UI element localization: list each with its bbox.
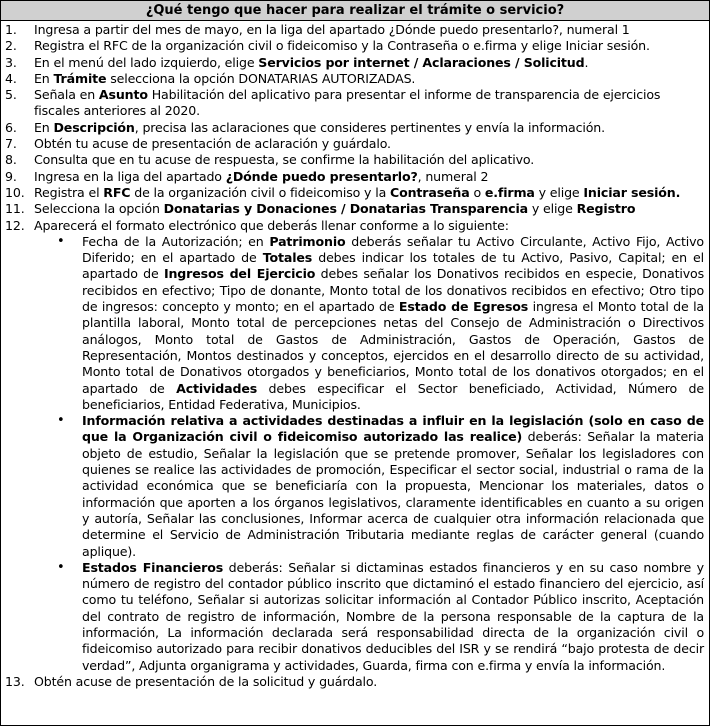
step-number: 5. bbox=[5, 87, 17, 103]
text-run: Obtén tu acuse de presentación de aclaración y guárdalo. bbox=[34, 136, 391, 152]
step-item bbox=[5, 38, 704, 54]
text-run: Señala en bbox=[34, 87, 99, 103]
bold-text: Estado de Egresos bbox=[398, 299, 529, 315]
step-number: 13. bbox=[5, 673, 25, 689]
step-item bbox=[5, 674, 704, 690]
text-run: Obtén acuse de presentación de la solicitud y guárdalo. bbox=[34, 673, 378, 689]
step-number: 8. bbox=[5, 152, 17, 168]
text-run: Registra el bbox=[34, 184, 104, 200]
bullet-dot-icon: • bbox=[57, 413, 65, 429]
step-number: 11. bbox=[5, 201, 25, 217]
bold-text: Donatarias y Donaciones / Donatarias Transparencia bbox=[163, 201, 528, 217]
step-item bbox=[5, 136, 704, 152]
page-title: ¿Qué tengo que hacer para realizar el trámite o servicio? bbox=[145, 3, 565, 18]
step-number: 10. bbox=[5, 184, 25, 200]
bullet-item bbox=[55, 413, 704, 560]
text-run: debes indicar los totales de tu Activo, Pasivo, Capital; en el apartado de bbox=[82, 250, 705, 282]
text-run: Selecciona la opción bbox=[34, 201, 164, 217]
bold-text: Iniciar sesión. bbox=[583, 184, 681, 200]
bullet-dot-icon: • bbox=[57, 233, 65, 249]
bold-text: Descripción bbox=[53, 119, 135, 135]
text-run: Consulta que en tu acuse de respuesta, se confirme la habilitación del aplicativo. bbox=[34, 152, 535, 168]
text-run: , numeral 2 bbox=[417, 168, 489, 184]
text-run: En el menú del lado izquierdo, elige bbox=[34, 54, 259, 70]
text-run: selecciona la opción DONATARIAS AUTORIZADAS. bbox=[106, 70, 416, 86]
text-run: En bbox=[34, 70, 54, 86]
step-item bbox=[5, 201, 704, 217]
bold-text: Estados Financieros bbox=[82, 559, 224, 575]
text-run: debes señalar los Donativos recibidos en especie, Donativos recibidos en efectivo; Tipo de donante, Monto total de los donativos recibidos en efectivo; Otro tipo de ingresos: concepto y monto; en el apartado de bbox=[82, 266, 704, 315]
bold-text: Servicios por internet / Aclaraciones / Solicitud bbox=[258, 54, 585, 70]
step-item bbox=[5, 71, 704, 87]
step-item bbox=[5, 55, 704, 71]
bold-text: RFC bbox=[103, 184, 131, 200]
step-number: 6. bbox=[5, 119, 17, 135]
step-text bbox=[34, 201, 635, 216]
text-run: debes especificar el Sector beneficiado, Actividad, Número de beneficiarios, Entidad Federativa, Municipios. bbox=[82, 380, 704, 412]
bullet-item bbox=[55, 560, 704, 674]
text-run: Aparecerá el formato electrónico que deberás llenar conforme a lo siguiente: bbox=[34, 217, 509, 233]
step-text bbox=[34, 87, 660, 118]
bold-text: Información relativa a actividades destinadas a influir en la legislación (solo en caso de que la Organización civil o fideicomiso autorizado las realice) bbox=[82, 413, 704, 445]
bullet-list bbox=[34, 234, 704, 674]
bold-text: Patrimonio bbox=[269, 233, 346, 249]
step-text bbox=[34, 136, 391, 151]
step-item bbox=[5, 218, 704, 674]
text-run: deberás señalar tu Activo Circulante, Activo Fijo, Activo Diferido; en el apartado de bbox=[82, 233, 704, 266]
step-text bbox=[34, 218, 509, 233]
bullet-item bbox=[55, 234, 704, 413]
bold-text: Registro bbox=[576, 201, 636, 217]
text-run: Registra el RFC de la organización civil o fideicomiso y la Contraseña o e.firma y elige Iniciar sesión. bbox=[34, 38, 650, 54]
step-number: 1. bbox=[5, 22, 17, 37]
step-text bbox=[34, 674, 377, 689]
text-run: deberás: Señalar la materia objeto de estudio, Señalar la legislación que se pretende promover, Señalar los legisladores con quienes se realice las actividades de promoción, Especificar el sector social, industrial o rama de la actividad económica que se beneficiaría con la propuesta, Mencionar los materiales, datos o información que aporten a los órganos legislativos, claramente identificables en cuanto a su origen y autoría, Señalar las conclusiones, Informar acerca de cualquier otra información relacionada que determine el Servicio de Administración Tributaria mediante reglas de carácter general (cuando aplique). bbox=[82, 429, 704, 559]
step-item bbox=[5, 185, 704, 201]
step-number: 2. bbox=[5, 38, 17, 54]
step-text bbox=[34, 185, 680, 200]
text-run: Fecha de la Autorización; en bbox=[82, 233, 270, 249]
step-item bbox=[5, 152, 704, 168]
bold-text: Asunto bbox=[98, 87, 148, 103]
text-run: . bbox=[584, 54, 589, 70]
step-text bbox=[34, 120, 605, 135]
bold-text: Trámite bbox=[53, 70, 107, 86]
step-text bbox=[34, 38, 650, 53]
text-run: y elige bbox=[534, 184, 584, 200]
text-run: En bbox=[34, 119, 54, 135]
text-run: Ingresa en la liga del apartado bbox=[34, 168, 226, 184]
step-number: 7. bbox=[5, 136, 17, 152]
text-run: ingresa el Monto total de la plantilla laboral, Monto total de percepciones netas del Consejo de Administración o Directivos análogos, Monto total de Gastos de Administración, Gastos de Operación, Gastos de Representación, Montos destinados y conceptos, ejercidos en el desarrollo directo de su actividad, Monto total de Donativos otorgados y beneficiarios, Monto total de los donativos otorgados; en el apartado de bbox=[82, 299, 704, 396]
step-number: 9. bbox=[5, 168, 17, 184]
step-text bbox=[34, 22, 630, 37]
bold-text: e.firma bbox=[484, 184, 535, 200]
text-run: , precisa las aclaraciones que consideres pertinentes y envía la información. bbox=[134, 119, 605, 135]
text-run: Habilitación del aplicativo para presentar el informe de transparencia de ejercicios fiscales anteriores al 2020. bbox=[34, 87, 661, 119]
step-item bbox=[5, 22, 704, 38]
steps-list bbox=[5, 22, 704, 690]
text-run: y elige bbox=[528, 201, 577, 217]
step-text bbox=[34, 169, 488, 184]
bullet-dot-icon: • bbox=[57, 559, 65, 575]
bold-text: ¿Dónde puedo presentarlo? bbox=[225, 168, 418, 184]
step-item bbox=[5, 120, 704, 136]
step-number: 12. bbox=[5, 217, 25, 233]
text-run: de la organización civil o fideicomiso y la bbox=[130, 184, 390, 200]
bold-text: Totales bbox=[262, 250, 313, 266]
steps-container bbox=[1, 21, 709, 690]
bold-text: Contraseña bbox=[390, 184, 470, 200]
step-number: 3. bbox=[5, 54, 17, 70]
step-item bbox=[5, 169, 704, 185]
table-header bbox=[1, 1, 709, 21]
step-text bbox=[34, 71, 415, 86]
text-run: Ingresa a partir del mes de mayo, en la liga del apartado ¿Dónde puedo presentarlo?, numeral 1 bbox=[34, 22, 630, 37]
step-item bbox=[5, 87, 704, 120]
text-run: o bbox=[469, 184, 485, 200]
bold-text: Actividades bbox=[176, 380, 258, 396]
step-text bbox=[34, 152, 534, 167]
step-number: 4. bbox=[5, 70, 17, 86]
text-run: deberás: Señalar si dictaminas estados financieros y en su caso nombre y número de registro del contador público inscrito que dictaminó el estado financiero del ejercicio, así como tu teléfono, Señalar si autorizas solicitar información al Contador Público inscrito, Aceptación del contrato de registro de información, Nombre de la persona responsable de la captura de la información, La información declarada será responsabilidad directa de la organización civil o fideicomiso autorizado para recibir donativos deducibles del ISR y se rendirá “bajo protesta de decir verdad”, Adjunta organigrama y actividades, Guarda, firma con e.firma y envía la información. bbox=[82, 559, 704, 673]
step-text bbox=[34, 55, 588, 70]
bold-text: Ingresos del Ejercicio bbox=[163, 266, 316, 282]
